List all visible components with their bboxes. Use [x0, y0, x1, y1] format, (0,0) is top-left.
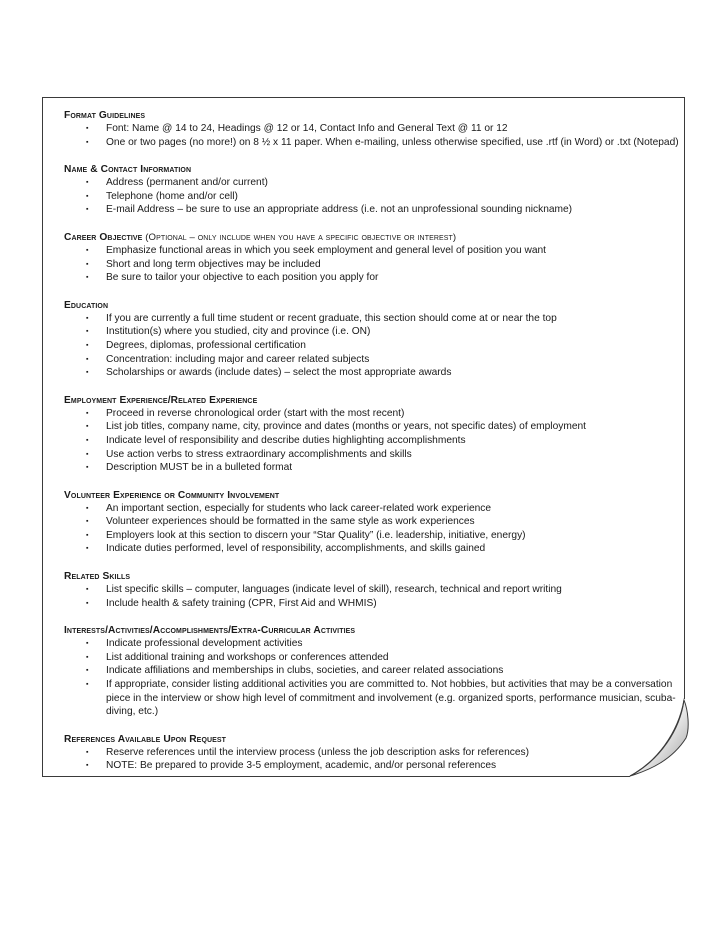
bullet-icon: ▪ — [86, 586, 89, 594]
bullet-icon: ▪ — [86, 355, 89, 363]
bullet-icon: ▪ — [86, 369, 89, 377]
bullet-icon: ▪ — [86, 314, 89, 322]
list-item: ▪ Use action verbs to stress extraordinary accomplishments and skills — [86, 448, 412, 460]
bullet-icon: ▪ — [86, 450, 89, 458]
section-heading: Employment Experience/Related Experience — [64, 394, 258, 406]
section-references — [64, 733, 682, 773]
bullet-icon: ▪ — [86, 518, 89, 526]
list-item: ▪ Concentration: including major and career related subjects — [86, 353, 370, 365]
bullet-icon: ▪ — [86, 681, 89, 689]
bullet-icon: ▪ — [86, 409, 89, 417]
list-item: ▪ Proceed in reverse chronological order (start with the most recent) — [86, 407, 405, 419]
section-heading: References Available Upon Request — [64, 733, 227, 745]
bullet-icon: ▪ — [86, 423, 89, 431]
bullet-icon: ▪ — [86, 464, 89, 472]
section-career-objective — [64, 231, 682, 285]
bullet-icon: ▪ — [86, 436, 89, 444]
list-item: ▪ List job titles, company name, city, province and dates (months or years, not specific dates) of employment — [86, 421, 586, 433]
section-name-contact — [64, 163, 682, 217]
bullet-icon: ▪ — [86, 274, 89, 282]
bullet-icon: ▪ — [86, 125, 89, 132]
section-heading: Career Objective (Optional – only include when you have a specific objective or interest) — [64, 231, 457, 243]
list-item: ▪ Be sure to tailor your objective to each position you apply for — [86, 272, 379, 284]
list-item: ▪ Address (permanent and/or current) — [86, 177, 268, 189]
list-item: ▪ An important section, especially for students who lack career-related work experience — [86, 502, 492, 514]
section-heading: Education — [64, 299, 109, 311]
list-item: ▪ Telephone (home and/or cell) — [86, 190, 238, 202]
list-item: ▪ Emphasize functional areas in which you seek employment and general level of position you want — [86, 244, 547, 256]
bullet-icon: ▪ — [86, 531, 89, 539]
bullet-icon: ▪ — [86, 138, 89, 146]
bullet-icon: ▪ — [86, 328, 89, 336]
section-heading: Interests/Activities/Accomplishments/Extra-Curricular Activities — [64, 625, 356, 637]
list-item: ▪ List additional training and workshops or conferences attended — [86, 651, 389, 663]
list-item: ▪ If appropriate, consider listing additional activities you are committed to. Not hobbies, but activities that may be a conversation piece in the interview or show high level of commitment and involvement (e.g. organized sports, performance musician, scuba-diving, etc.) — [86, 679, 676, 718]
section-employment-experience — [64, 394, 682, 475]
page-border-right — [684, 97, 685, 699]
list-item: ▪ Employers look at this section to discern your “Star Quality” (i.e. leadership, initiative, energy) — [86, 529, 526, 541]
bullet-icon: ▪ — [86, 246, 89, 254]
list-item: ▪ Font: Name @ 14 to 24, Headings @ 12 or 14, Contact Info and General Text @ 11 or 12 — [86, 123, 508, 134]
section-heading: Name & Contact Information — [64, 164, 192, 176]
bullet-icon: ▪ — [86, 341, 89, 349]
list-item: ▪ Indicate level of responsibility and describe duties highlighting accomplishments — [86, 434, 466, 446]
section-heading: Volunteer Experience or Community Involvement — [64, 489, 280, 501]
list-item: ▪ NOTE: Be prepared to provide 3-5 employment, academic, and/or personal references — [86, 760, 497, 772]
list-item: ▪ Reserve references until the interview process (unless the job description asks for references) — [86, 746, 529, 758]
bullet-icon: ▪ — [86, 504, 89, 512]
list-item: ▪ Indicate professional development activities — [86, 638, 303, 650]
section-education — [64, 299, 682, 380]
section-heading: Format Guidelines — [64, 110, 146, 121]
bullet-icon: ▪ — [86, 192, 89, 200]
bullet-icon: ▪ — [86, 599, 89, 607]
bullet-icon: ▪ — [86, 748, 89, 756]
bullet-icon: ▪ — [86, 545, 89, 553]
list-item: ▪ Volunteer experiences should be formatted in the same style as work experiences — [86, 516, 475, 528]
list-item: ▪ Short and long term objectives may be included — [86, 258, 321, 270]
section-interests-activities — [64, 624, 682, 719]
bullet-icon: ▪ — [86, 206, 89, 214]
document-body — [64, 109, 682, 787]
section-format-guidelines — [64, 109, 682, 149]
list-item: ▪ E-mail Address – be sure to use an appropriate address (i.e. not an unprofessional sounding nickname) — [86, 204, 573, 216]
list-item: ▪ List specific skills – computer, languages (indicate level of skill), research, technical and report writing — [86, 584, 562, 596]
list-item: ▪ If you are currently a full time student or recent graduate, this section should come at or near the top — [86, 312, 557, 324]
bullet-icon: ▪ — [86, 260, 89, 268]
list-item: ▪ Description MUST be in a bulleted format — [86, 462, 293, 474]
list-item: ▪ Scholarships or awards (include dates) – select the most appropriate awards — [86, 367, 452, 379]
bullet-icon: ▪ — [86, 653, 89, 661]
section-heading: Related Skills — [64, 571, 131, 583]
list-item: ▪ Indicate duties performed, level of responsibility, accomplishments, and skills gained — [86, 543, 486, 555]
list-item: ▪ Include health & safety training (CPR, First Aid and WHMIS) — [86, 597, 377, 609]
bullet-icon: ▪ — [86, 640, 89, 648]
bullet-icon: ▪ — [86, 762, 89, 770]
list-item: ▪ Degrees, diplomas, professional certification — [86, 339, 306, 351]
list-item: ▪ One or two pages (no more!) on 8 ½ x 11 paper. When e-mailing, unless otherwise specified, use .rtf (in Word) or .txt (Notepad) — [86, 136, 679, 148]
bullet-icon: ▪ — [86, 179, 89, 187]
section-volunteer-experience — [64, 489, 682, 556]
bullet-icon: ▪ — [86, 667, 89, 675]
list-item: ▪ Indicate affiliations and memberships in clubs, societies, and career related associations — [86, 665, 504, 677]
list-item: ▪ Institution(s) where you studied, city and province (i.e. ON) — [86, 326, 371, 338]
section-related-skills — [64, 570, 682, 610]
